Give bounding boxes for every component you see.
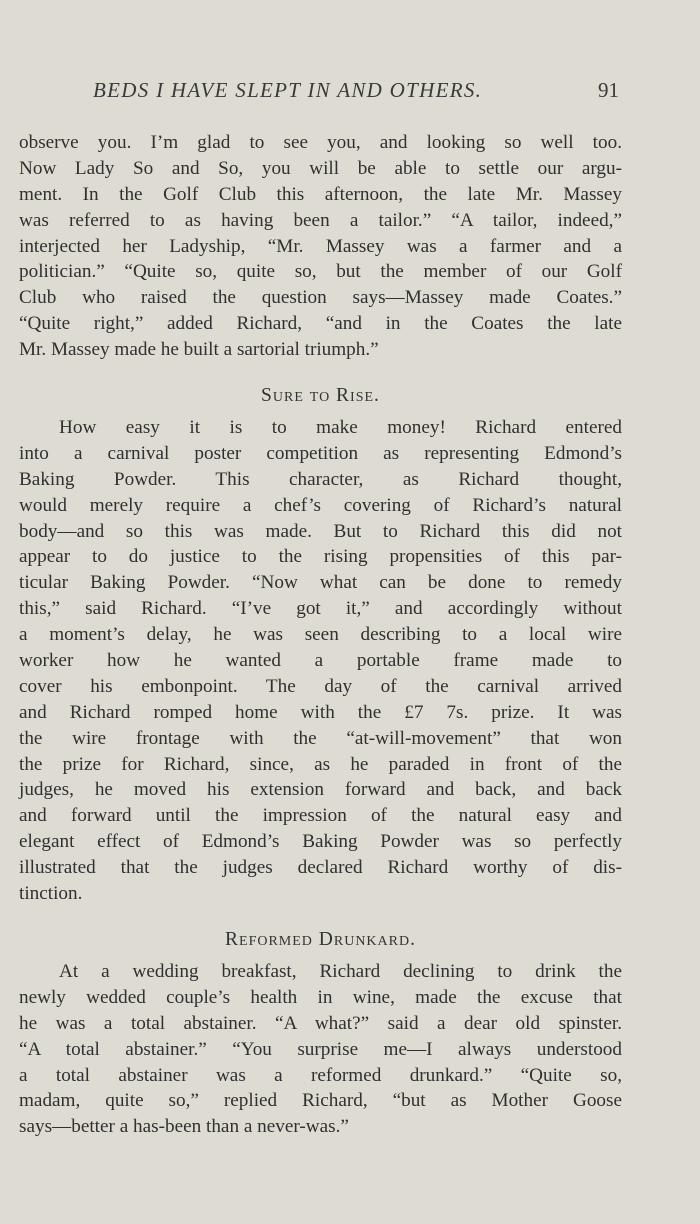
text-line: politician.” “Quite so, quite so, but the member of our Golf xyxy=(19,261,622,283)
text-line: interjected her Ladyship, “Mr. Massey was a farmer and a xyxy=(19,235,622,257)
text-line: ment. In the Golf Club this afternoon, the late Mr. Massey xyxy=(19,183,622,205)
page-number: 91 xyxy=(598,78,619,102)
text-line: into a carnival poster competition as representing Edmond’s xyxy=(19,442,622,464)
paragraph-reformed-drunkard xyxy=(19,959,622,1140)
text-line: tinction. xyxy=(19,883,83,905)
body-text xyxy=(19,130,622,1140)
text-line: body—and so this was made. But to Richard this did not xyxy=(19,520,622,542)
text-line: Baking Powder. This character, as Richard thought, xyxy=(19,468,622,490)
text-line: would merely require a chef’s covering of Richard’s natural xyxy=(19,494,622,516)
text-line: a total abstainer was a reformed drunkard.” “Quite so, xyxy=(19,1064,622,1086)
text-line: observe you. I’m glad to see you, and looking so well too. xyxy=(19,132,622,153)
text-line: worker how he wanted a portable frame made to xyxy=(19,650,622,672)
text-line: the prize for Richard, since, as he paraded in front of the xyxy=(19,753,622,775)
running-header xyxy=(0,78,700,104)
text-line: a moment’s delay, he was seen describing to a local wire xyxy=(19,624,622,646)
text-line: At a wedding breakfast, Richard declining to drink the xyxy=(59,960,622,982)
text-line: was referred to as having been a tailor.” “A tailor, indeed,” xyxy=(19,209,622,231)
section-heading-reformed-drunkard: Reformed Drunkard. xyxy=(225,928,416,950)
text-line: How easy it is to make money! Richard entered xyxy=(59,417,622,439)
paragraph-continuation xyxy=(19,130,622,363)
paragraph-sure-to-rise xyxy=(19,415,622,907)
text-line: ticular Baking Powder. “Now what can be done to remedy xyxy=(19,572,622,594)
text-line: elegant effect of Edmond’s Baking Powder was so perfectly xyxy=(19,831,622,853)
section-heading-sure-to-rise: Sure to Rise. xyxy=(261,385,380,407)
text-line: madam, quite so,” replied Richard, “but as Mother Goose xyxy=(19,1090,622,1112)
text-line: newly wedded couple’s health in wine, made the excuse that xyxy=(19,986,622,1008)
text-line: Club who raised the question says—Massey made Coates.” xyxy=(19,287,622,309)
running-title: BEDS I HAVE SLEPT IN AND OTHERS. xyxy=(93,78,483,102)
text-line: “Quite right,” added Richard, “and in the Coates the late xyxy=(19,313,622,335)
text-line: “A total abstainer.” “You surprise me—I always understood xyxy=(19,1038,622,1060)
text-line: and forward until the impression of the natural easy and xyxy=(19,805,622,827)
text-line: says—better a has-been than a never-was.” xyxy=(19,1116,349,1138)
text-line: Mr. Massey made he built a sartorial triumph.” xyxy=(19,339,379,361)
text-line: Now Lady So and So, you will be able to settle our argu- xyxy=(19,157,622,179)
text-line: judges, he moved his extension forward and back, and back xyxy=(19,779,622,801)
text-line: and Richard romped home with the £7 7s. prize. It was xyxy=(19,701,622,723)
text-line: cover his embonpoint. The day of the carnival arrived xyxy=(19,675,622,697)
text-line: appear to do justice to the rising propensities of this par- xyxy=(19,546,622,568)
text-line: illustrated that the judges declared Richard worthy of dis- xyxy=(19,857,622,879)
text-line: he was a total abstainer. “A what?” said a dear old spinster. xyxy=(19,1012,622,1034)
text-line: this,” said Richard. “I’ve got it,” and accordingly without xyxy=(19,598,622,620)
text-line: the wire frontage with the “at-will-movement” that won xyxy=(19,727,622,749)
